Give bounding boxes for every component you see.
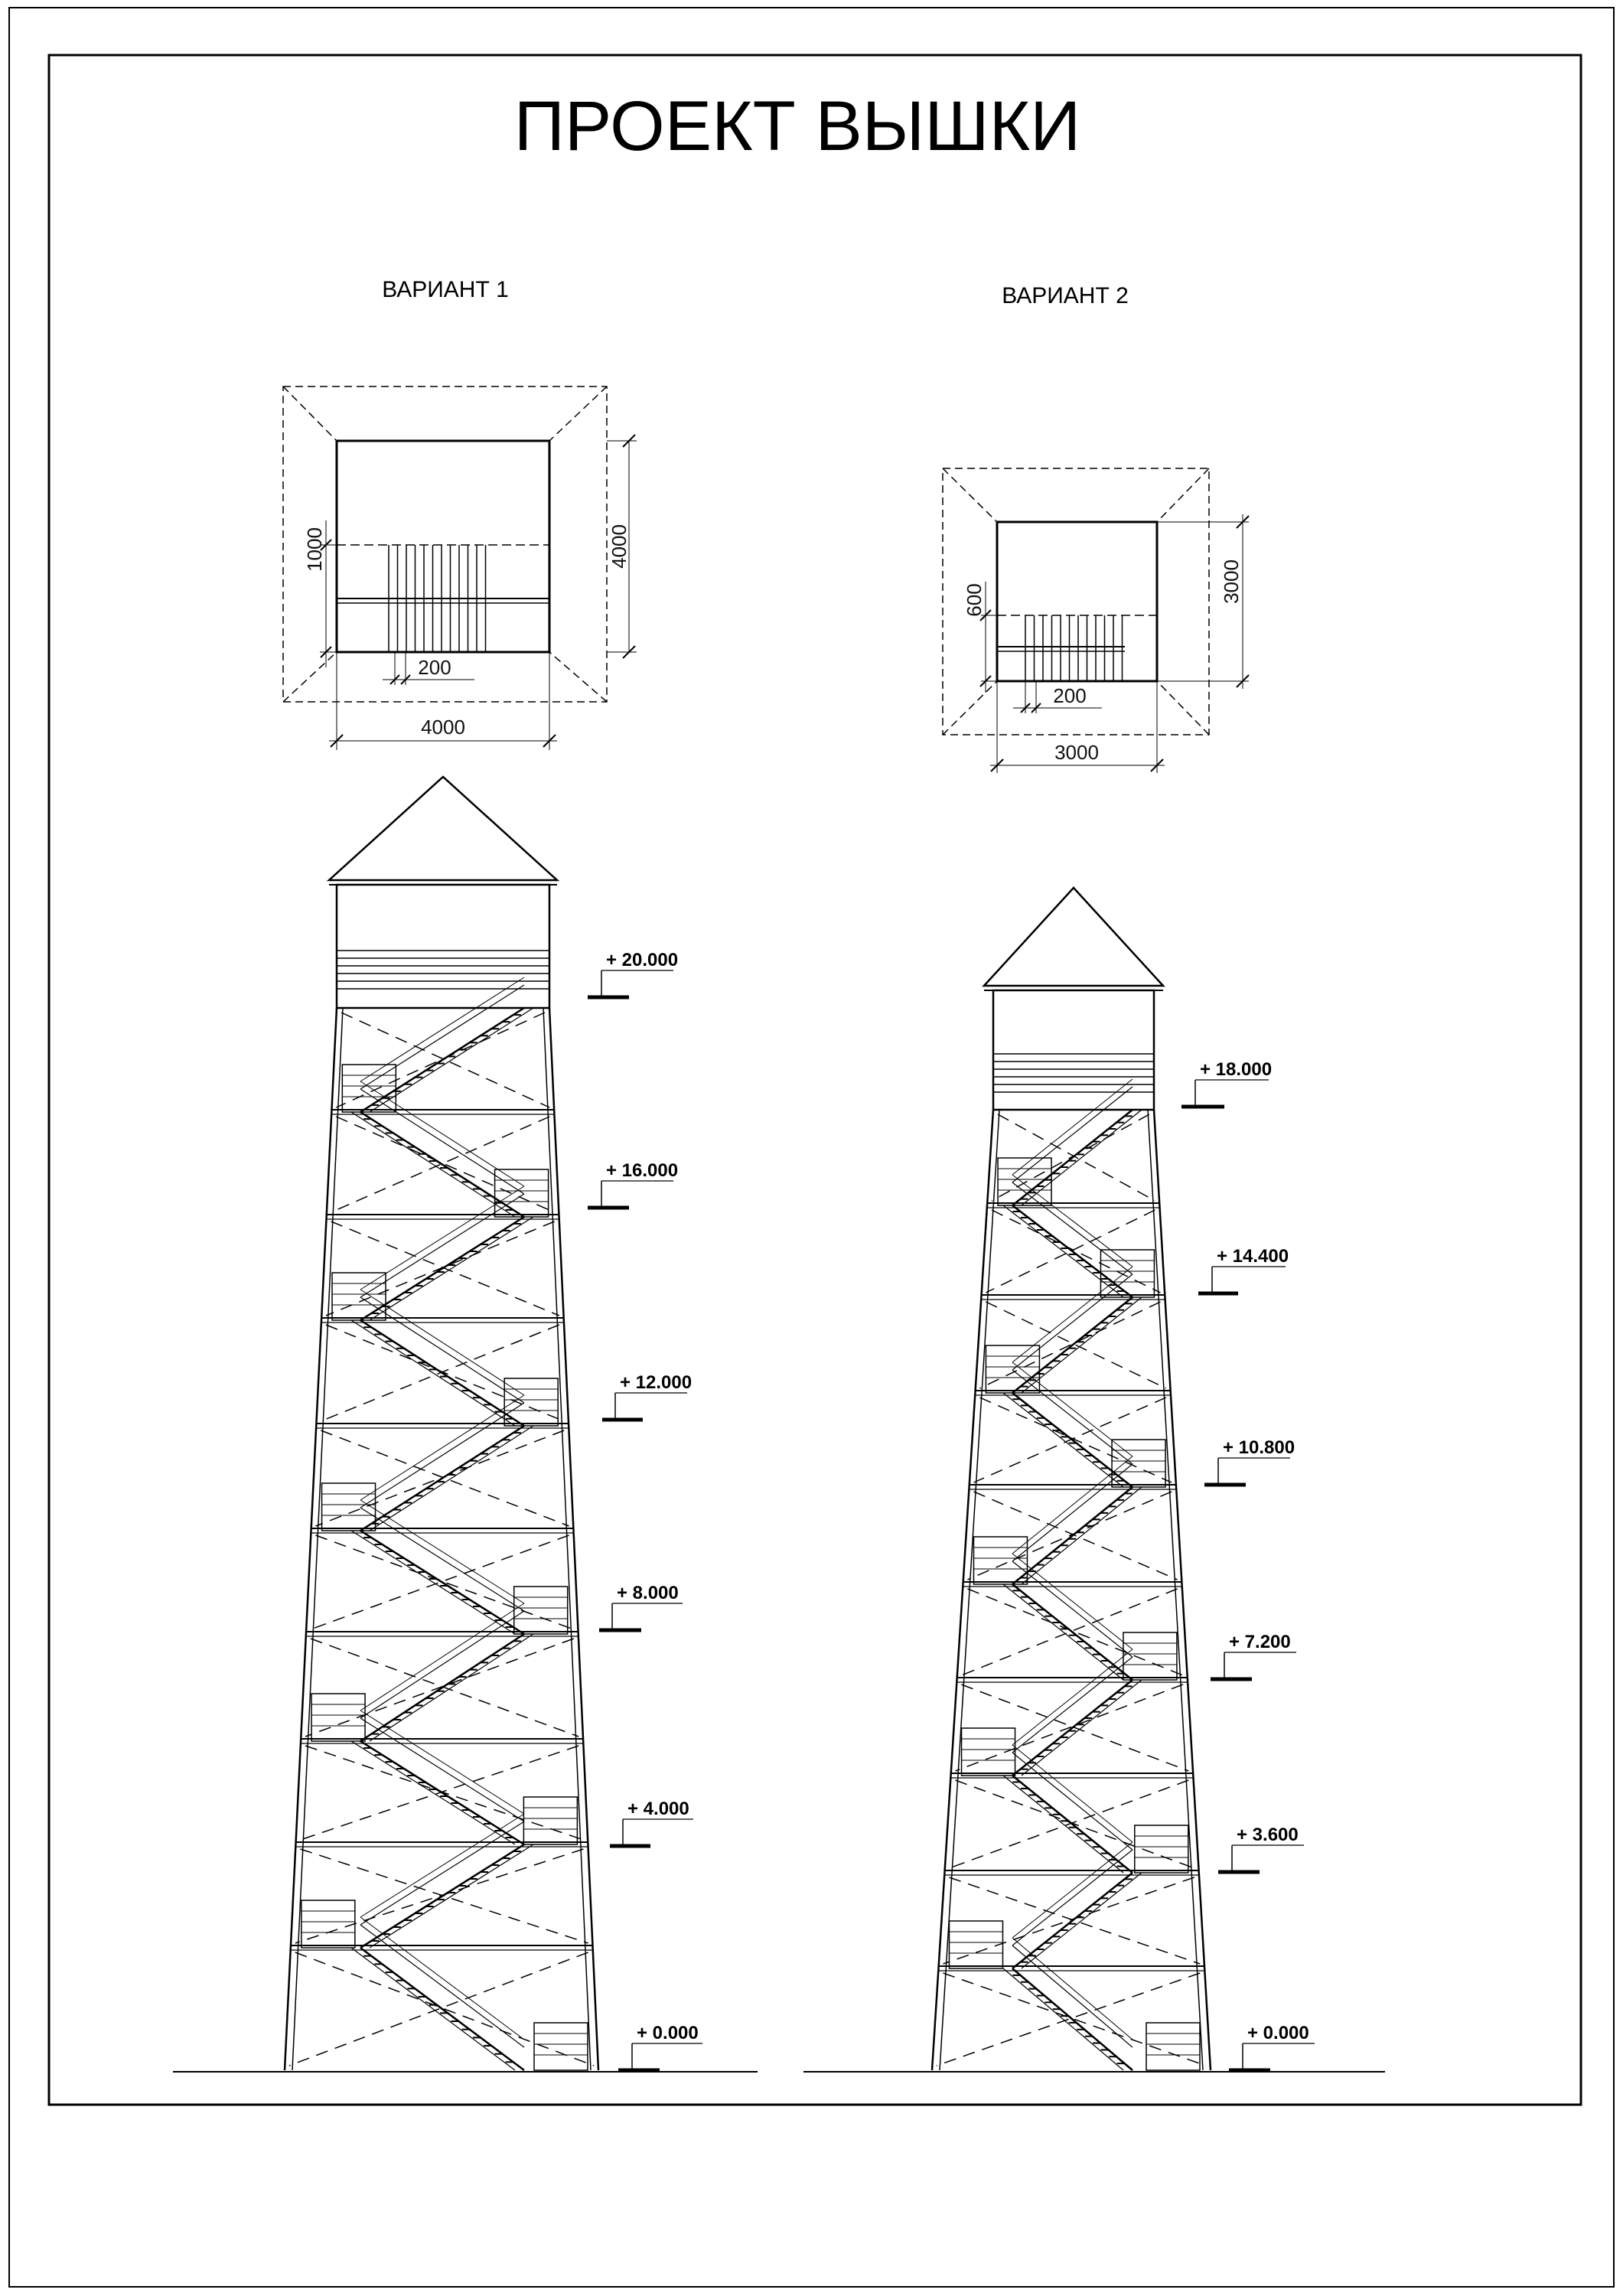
stair-handrail xyxy=(1012,1657,1133,1753)
plan1-step-dim: 200 xyxy=(418,656,451,679)
cross-brace xyxy=(326,1325,564,1421)
tower-leg-right-inner xyxy=(543,1008,591,2070)
elevation-marker xyxy=(588,950,678,997)
outer-border xyxy=(9,8,1614,2287)
cross-brace xyxy=(937,1973,1200,2066)
stair-handrail xyxy=(360,1611,524,1718)
stair-handrail xyxy=(1012,1561,1133,1657)
svg-text:+ 14.400: + 14.400 xyxy=(1217,1246,1289,1267)
stair-stringer xyxy=(1012,1487,1133,1584)
stair-stringer xyxy=(1012,1680,1133,1776)
stair-stringer xyxy=(360,1320,524,1426)
stair-handrail xyxy=(1012,1850,1133,1945)
stair-handrail xyxy=(360,985,524,1089)
svg-text:+ 8.000: + 8.000 xyxy=(617,1583,679,1603)
elevation-marker xyxy=(1218,1825,1304,1872)
stair-stringer xyxy=(1022,1873,1142,1968)
svg-text:+ 20.000: + 20.000 xyxy=(606,950,679,970)
elevation-marker xyxy=(1198,1246,1289,1293)
svg-text:+ 4.000: + 4.000 xyxy=(627,1799,689,1819)
cross-brace xyxy=(295,1952,594,2066)
stair-handrail xyxy=(360,1603,524,1711)
elevation-marker xyxy=(599,1583,683,1630)
svg-text:+ 12.000: + 12.000 xyxy=(620,1372,693,1393)
stair-handrail xyxy=(1012,1945,1133,2047)
tower-leg-right xyxy=(549,1008,598,2070)
stair-handrail xyxy=(360,1508,524,1611)
cross-brace xyxy=(992,1210,1160,1293)
stair-stringer xyxy=(360,1112,524,1217)
stair-stringer xyxy=(1012,1205,1133,1297)
cross-brace xyxy=(316,1535,574,1629)
stair-stringer xyxy=(1003,1393,1123,1487)
stair-stringer xyxy=(351,1948,515,2070)
variant-2-label: ВАРИАНТ 2 xyxy=(1002,283,1129,308)
stair-landing xyxy=(1146,2023,1200,2070)
cross-brace xyxy=(305,1639,574,1737)
stair-landing xyxy=(973,1537,1027,1584)
elevation-marker xyxy=(610,1799,693,1846)
cross-brace xyxy=(305,1746,583,1840)
stair-stringer xyxy=(1003,1584,1123,1680)
elevation-marker xyxy=(1229,2023,1315,2070)
stair-stringer xyxy=(1022,1680,1142,1776)
svg-text:+ 16.000: + 16.000 xyxy=(606,1160,679,1181)
svg-text:+ 0.000: + 0.000 xyxy=(1247,2023,1309,2043)
tower-elevation-variant-2 xyxy=(932,888,1211,2070)
stair-handrail xyxy=(360,1089,524,1194)
stair-handrail xyxy=(360,1194,524,1297)
cross-brace xyxy=(341,1013,549,1107)
cross-brace xyxy=(967,1492,1172,1580)
stair-landing xyxy=(523,1797,577,1844)
stair-landing xyxy=(322,1483,376,1531)
stair-landing xyxy=(1100,1250,1154,1297)
svg-text:+ 18.000: + 18.000 xyxy=(1200,1059,1273,1080)
elevation-markers-variant-1 xyxy=(588,950,702,2070)
tower-elevation-variant-1 xyxy=(285,777,598,2070)
elevation-marker xyxy=(1211,1632,1296,1679)
stair-handrail xyxy=(1012,1464,1133,1561)
variant-1-label: ВАРИАНТ 1 xyxy=(382,277,509,302)
cross-brace xyxy=(289,1952,588,2066)
stair-handrail xyxy=(1012,1362,1133,1456)
tower-leg-left xyxy=(932,1110,993,2070)
stair-stringer xyxy=(1022,1487,1142,1584)
plan1-depth-dim: 4000 xyxy=(608,524,631,569)
stair-handrail xyxy=(360,1821,524,1925)
plan2-stair-dim: 600 xyxy=(963,583,986,617)
roof xyxy=(329,777,557,880)
cross-brace xyxy=(316,1430,565,1526)
stair-stringer xyxy=(1003,1776,1123,1873)
elevation-marker xyxy=(618,2023,702,2070)
stair-handrail xyxy=(360,1925,524,2047)
cross-brace xyxy=(943,1973,1206,2066)
stair-handrail xyxy=(1012,1274,1133,1370)
cross-brace xyxy=(295,1849,584,1943)
plan2-width-dim: 3000 xyxy=(1054,741,1099,764)
stair-handrail xyxy=(360,1297,524,1403)
tower-leg-right xyxy=(1154,1110,1211,2070)
stair-landing xyxy=(301,1900,355,1948)
elevation-marker xyxy=(602,1372,692,1420)
sheet-title: ПРОЕКТ ВЫШКИ xyxy=(513,87,1081,165)
roof xyxy=(984,888,1163,986)
stair-landing xyxy=(949,1921,1002,1968)
stair-stringer xyxy=(1003,1968,1123,2070)
cross-brace xyxy=(956,1780,1194,1868)
svg-text:+ 3.600: + 3.600 xyxy=(1237,1825,1299,1845)
elevation-marker xyxy=(1204,1437,1295,1485)
stair-stringer xyxy=(360,1634,524,1741)
cross-brace xyxy=(311,1639,578,1737)
stair-landing xyxy=(495,1169,549,1217)
svg-text:+ 7.200: + 7.200 xyxy=(1229,1632,1291,1652)
svg-text:+ 10.800: + 10.800 xyxy=(1223,1437,1295,1458)
stair-stringer xyxy=(1012,1968,1133,2070)
stair-stringer xyxy=(1003,1205,1123,1297)
plan2-depth-dim: 3000 xyxy=(1220,559,1243,604)
plan-view-variant-1 xyxy=(283,386,637,750)
cross-brace xyxy=(321,1430,569,1526)
elevation-marker xyxy=(588,1160,678,1208)
cross-brace xyxy=(336,1117,554,1212)
stair-stringer xyxy=(360,1948,524,2070)
cross-brace xyxy=(300,1849,588,1943)
stair-handrail xyxy=(1012,1087,1133,1182)
cross-brace xyxy=(331,1117,550,1212)
cross-brace xyxy=(949,1780,1188,1868)
plan-view-variant-2 xyxy=(943,468,1249,773)
elevation-marker xyxy=(1181,1059,1272,1107)
stair-handrail xyxy=(360,1917,524,2040)
stair-stringer xyxy=(360,1531,524,1634)
stair-stringer xyxy=(1012,1776,1133,1873)
cross-brace xyxy=(986,1210,1155,1293)
cross-brace xyxy=(326,1221,555,1316)
cross-brace xyxy=(974,1492,1178,1580)
cross-brace xyxy=(321,1325,559,1421)
stair-stringer xyxy=(1012,1584,1133,1680)
stair-stringer xyxy=(360,1844,524,1948)
svg-text:+ 0.000: + 0.000 xyxy=(637,2023,699,2043)
cross-brace xyxy=(331,1221,559,1316)
stair-stringer xyxy=(360,1426,524,1531)
cross-brace xyxy=(311,1535,569,1629)
stair-stringer xyxy=(370,1634,533,1741)
stair-stringer xyxy=(1012,1873,1133,1968)
drawing-frame xyxy=(49,55,1581,2105)
stair-handrail xyxy=(360,1718,524,1821)
cross-brace xyxy=(300,1746,578,1840)
plan1-width-dim: 4000 xyxy=(421,716,465,739)
stair-handrail xyxy=(1012,1175,1133,1267)
stair-handrail xyxy=(1012,1753,1133,1850)
plan2-step-dim: 200 xyxy=(1053,684,1087,707)
plan1-stair-dim: 1000 xyxy=(303,527,326,572)
